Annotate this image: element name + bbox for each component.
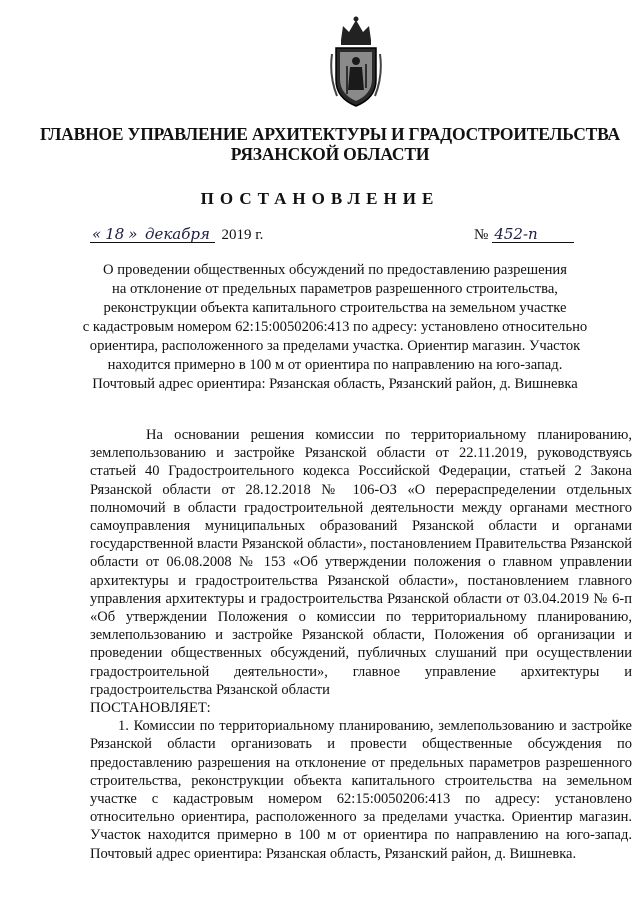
organization-name [40,124,620,164]
number-sign: № [474,227,489,243]
subject-line: О проведении общественных обсуждений по предоставлению разрешения [103,262,567,278]
ryazan-coat-of-arms-icon [329,14,383,112]
number-value: 452-п [492,226,574,243]
subject-line: Почтовый адрес ориентира: Рязанская область, Рязанский район, д. Вишневка [92,376,578,392]
preamble-paragraph: На основании решения комиссии по территориальному планированию, землепользованию и застройке Рязанской области от 22.11.2019, руководствуясь статьей 40 Градостроительного кодекса Российской Федерации, статьей 2 Закона Рязанской области от 28.12.2018 № 106-ОЗ «О перераспределении отдельных полномочий в области градостроительной деятельности между органами местного самоуправления муниципальных образований Рязанской области и органами государственной власти Рязанской области», постановлением Правительства Рязанской области от 06.08.2008 № 153 «Об утверждении положения о главном управлении архитектуры и градостроительства Рязанской области», постановлением главного управления архитектуры и градостроительства Рязанской области от 03.04.2019 № 6-п «Об утверждении Положения о комиссии по территориальному планированию, землепользованию и застройке Рязанской области, Положения об организации и проведении общественных обсуждений, публичных слушаний при осуществлении градостроительной деятельности», главное управление архитектуры и градостроительства Рязанской области [90,427,632,698]
subject-line: с кадастровым номером 62:15:0050206:413 по адресу: установлено относительно [82,319,588,335]
org-line-2: РЯЗАНСКОЙ ОБЛАСТИ [230,144,430,164]
document-date [90,226,263,244]
subject-line: на отклонение от предельных параметров разрешенного строительства, [112,281,558,297]
document-subject [60,261,610,394]
subject-line: находится примерно в 100 м от ориентира по направлению на юго-запад. [107,357,563,373]
date-close-quote: » [128,225,138,243]
date-day: 18 [105,225,125,243]
subject-line: реконструкции объекта капитального строительства на земельном участке [103,300,567,316]
clause-1-paragraph: 1. Комиссии по территориальному планированию, землепользованию и застройке Рязанской области организовать и провести общественные обсуждения по предоставлению разрешения на отклонение от предельных параметров разрешенного строительства, реконструкции объекта капитального строительства на земельном участке с кадастровым номером 62:15:0050206:413 по адресу: установлено относительно ориентира, расположенного за пределами участка. Ориентир магазин. Участок находится примерно в 100 м от ориентира по направлению на юго-запад. Почтовый адрес ориентира: Рязанская область, Рязанский район, д. Вишневка. [90,718,632,862]
date-open-quote: « [92,225,102,243]
subject-line: ориентира, расположенного за пределами участка. Ориентир магазин. Участок [89,338,581,354]
resolve-statement: ПОСТАНОВЛЯЕТ: [90,700,211,717]
document-type-title: ПОСТАНОВЛЕНИЕ [200,189,440,208]
date-year: 2019 г. [221,227,264,243]
document-body [90,426,632,863]
date-month: декабря [139,226,215,243]
org-line-1: ГЛАВНОЕ УПРАВЛЕНИЕ АРХИТЕКТУРЫ И ГРАДОСТРОИТЕЛЬСТВА [40,124,620,144]
document-number [474,226,574,244]
